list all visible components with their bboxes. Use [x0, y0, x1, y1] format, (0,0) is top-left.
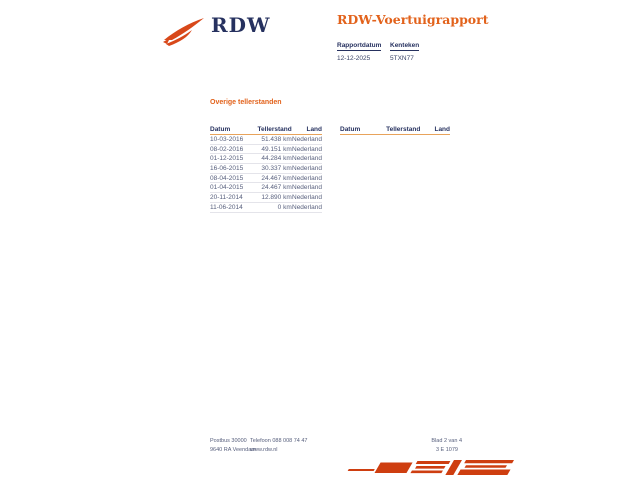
- footer-address-line1: Postbus 30000: [210, 438, 247, 444]
- table-cell: 30.337 km: [261, 164, 292, 172]
- table-cell: 49.151 km: [261, 145, 292, 153]
- table-cell: 11-06-2014: [210, 203, 243, 211]
- table-cell: 20-11-2014: [210, 193, 243, 201]
- table-cell: Nederland: [292, 193, 322, 201]
- column-header-datum: Datum: [210, 125, 231, 133]
- report-meta-values: [337, 52, 497, 62]
- table-header-row: [210, 126, 322, 135]
- table-header-row: [340, 126, 450, 135]
- column-header-datum: Datum: [340, 125, 361, 133]
- table-cell: Nederland: [292, 135, 322, 143]
- table-cell: 51.438 km: [261, 135, 292, 143]
- table-cell: Nederland: [292, 155, 322, 163]
- table-cell: 44.284 km: [261, 155, 292, 163]
- rdw-stripe-motif-icon: [342, 460, 514, 479]
- column-header-land: Land: [306, 125, 322, 133]
- table-cell: 24.467 km: [261, 184, 292, 192]
- rdw-logo: [163, 13, 270, 47]
- rdw-logo-text: RDW: [211, 13, 271, 37]
- table-row: [210, 154, 322, 164]
- report-meta-labels: [337, 34, 497, 52]
- table-cell: 08-04-2015: [210, 174, 244, 182]
- table-cell: 0 km: [277, 203, 292, 211]
- table-cell: Nederland: [292, 145, 322, 153]
- table-row: [210, 183, 322, 193]
- table-cell: 01-12-2015: [210, 155, 244, 163]
- table-row: [210, 145, 322, 155]
- table-cell: Nederland: [292, 174, 322, 182]
- license-plate-value: 5TXN77: [390, 54, 414, 62]
- table-cell: Nederland: [292, 184, 322, 192]
- report-date-label: Rapportdatum: [337, 42, 382, 49]
- table-row: [210, 164, 322, 174]
- footer-website: www.rdw.nl: [250, 447, 278, 453]
- table-cell: 12.890 km: [261, 193, 292, 201]
- column-header-tellerstand: Tellerstand: [386, 125, 421, 133]
- table-cell: 10-03-2016: [210, 135, 244, 143]
- section-title-overige-tellerstanden: Overige tellerstanden: [210, 99, 282, 106]
- report-title: RDW-Voertuigrapport: [337, 12, 489, 27]
- table-row: [210, 193, 322, 203]
- odometer-table-right: [340, 126, 450, 135]
- table-body: [210, 135, 322, 213]
- footer-phone: Telefoon 088 008 74 47: [250, 438, 308, 444]
- table-row: [210, 135, 322, 145]
- license-plate-label: Kenteken: [390, 42, 420, 49]
- table-cell: 24.467 km: [261, 174, 292, 182]
- table-cell: 01-04-2015: [210, 184, 244, 192]
- table-cell: 08-02-2016: [210, 145, 244, 153]
- column-header-tellerstand: Tellerstand: [257, 125, 292, 133]
- odometer-table-left: [210, 126, 322, 213]
- table-cell: 16-06-2015: [210, 164, 244, 172]
- footer-stripe-art: [342, 460, 514, 480]
- footer-form-code: 3 E 1079: [435, 447, 458, 453]
- rdw-logo-swoosh-icon: [163, 17, 205, 47]
- footer-address-line2: 9640 RA Veendam: [210, 447, 256, 453]
- table-row: [210, 203, 322, 213]
- footer-page-indicator: Blad 2 van 4: [431, 438, 462, 444]
- table-cell: Nederland: [292, 164, 322, 172]
- table-cell: Nederland: [292, 203, 322, 211]
- table-row: [210, 174, 322, 184]
- column-header-land: Land: [434, 125, 450, 133]
- report-header: [337, 12, 497, 62]
- report-date-value: 12-12-2025: [337, 54, 371, 62]
